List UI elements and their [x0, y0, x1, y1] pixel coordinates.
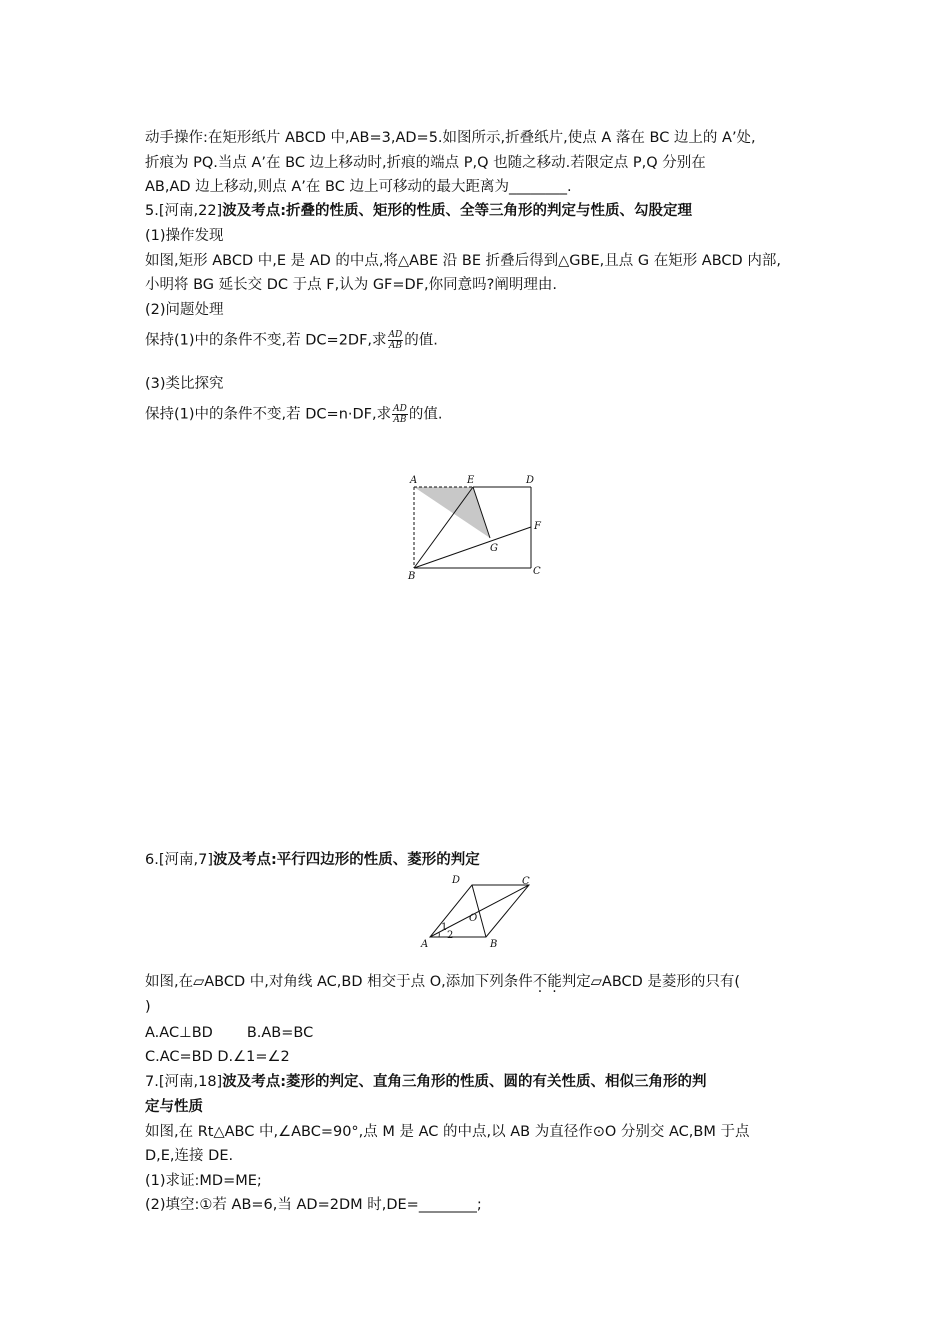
- label-e: E: [467, 475, 475, 486]
- q5-part1-line2: 小明将 BG 延长交 DC 于点 F,认为 GF=DF,你同意吗?阐明理由.: [145, 277, 557, 293]
- q6-stem-a: 如图,在▱ABCD 中,对角线 AC,BD 相交于点 O,添加下列条件: [145, 974, 533, 990]
- q7-prefix: 7.[河南,18]: [145, 1074, 223, 1090]
- q6-emphasis-1: 不: [532, 974, 548, 990]
- q5-prefix: 5.[河南,22]: [145, 203, 223, 219]
- q5-part2-text: [145, 330, 438, 351]
- label-b: B: [490, 939, 498, 950]
- label-c: C: [522, 876, 530, 887]
- q6-stem: [145, 972, 740, 992]
- q7-part1: (1)求证:MD=ME;: [145, 1173, 262, 1189]
- q5-part3-text: [145, 404, 442, 425]
- q5-part2-title: (2)问题处理: [145, 302, 224, 318]
- q5-part2-text-b: 的值.: [404, 332, 438, 349]
- intro-line-2: 折痕为 PQ.当点 A’在 BC 边上移动时,折痕的端点 P,Q 也随之移动.若限定点 P,Q 分别在: [145, 155, 706, 171]
- label-angle-1: 1: [441, 922, 448, 933]
- q5-part1-title: (1)操作发现: [145, 228, 224, 244]
- label-d: D: [452, 875, 461, 886]
- q6-heading: [145, 850, 480, 870]
- shaded-triangle-gbe: [414, 487, 490, 538]
- q5-part1-line1: 如图,矩形 ABCD 中,E 是 AD 的中点,将△ABE 沿 BE 折叠后得到△GBE,且点 G 在矩形 ABCD 内部,: [145, 253, 781, 269]
- label-c: C: [533, 566, 541, 577]
- q6-stem-close: ): [145, 999, 151, 1015]
- q5-rectangle-figure: [400, 468, 550, 586]
- q5-part2-text-a: 保持(1)中的条件不变,若 DC=2DF,求: [145, 332, 387, 349]
- q7-stem-line2: D,E,连接 DE.: [145, 1148, 234, 1164]
- q7-stem-line1: 如图,在 Rt△ABC 中,∠ABC=90°,点 M 是 AC 的中点,以 AB 为直径作⊙O 分别交 AC,BM 于点: [145, 1124, 750, 1140]
- q5-part3-fraction: [392, 404, 408, 425]
- q5-part3-title: (3)类比探究: [145, 376, 224, 392]
- q7-heading: [145, 1072, 707, 1092]
- label-g: G: [490, 543, 498, 554]
- q6-options-ab: [145, 1023, 313, 1043]
- q5-part2-fraction: [388, 330, 404, 351]
- q6-stem-b: 判定▱ABCD 是菱形的只有(: [561, 974, 741, 990]
- label-angle-2: 2: [447, 930, 454, 941]
- frac-numerator: AD: [393, 404, 407, 414]
- q5-topics: 波及考点:折叠的性质、矩形的性质、全等三角形的判定与性质、勾股定理: [222, 203, 693, 219]
- q6-prefix: 6.[河南,7]: [145, 852, 213, 868]
- q7-topics-line1: 波及考点:菱形的判定、直角三角形的性质、圆的有关性质、相似三角形的判: [222, 1074, 707, 1090]
- edge-bf: [414, 527, 531, 568]
- q6-topics: 波及考点:平行四边形的性质、菱形的判定: [212, 852, 480, 868]
- intro-line-3: AB,AD 边上移动,则点 A’在 BC 边上可移动的最大距离为________.: [145, 179, 572, 195]
- label-b: B: [408, 571, 416, 582]
- diagonal-bd: [472, 885, 486, 937]
- frac-denominator: AB: [388, 341, 402, 351]
- q6-option-b: B.AB=BC: [246, 1025, 314, 1041]
- frac-denominator: AB: [393, 415, 407, 425]
- label-o: O: [469, 913, 478, 924]
- label-a: A: [410, 475, 418, 486]
- frac-numerator: AD: [388, 330, 403, 340]
- q5-heading: [145, 201, 692, 221]
- label-a: A: [421, 939, 429, 950]
- q5-part3-text-b: 的值.: [408, 406, 443, 423]
- label-d: D: [526, 475, 535, 486]
- q6-options-cd: C.AC=BD D.∠1=∠2: [145, 1049, 290, 1065]
- q7-topics-line2: 定与性质: [145, 1099, 203, 1115]
- label-f: F: [534, 521, 541, 532]
- q7-part2: (2)填空:①若 AB=6,当 AD=2DM 时,DE=________;: [145, 1197, 482, 1213]
- q6-parallelogram-figure: [415, 873, 535, 951]
- intro-line-1: 动手操作:在矩形纸片 ABCD 中,AB=3,AD=5.如图所示,折叠纸片,使点 A 落在 BC 边上的 A’处,: [145, 130, 756, 146]
- q6-emphasis-2: 能: [547, 974, 562, 990]
- q5-part3-text-a: 保持(1)中的条件不变,若 DC=n·DF,求: [145, 406, 392, 423]
- q6-option-a: A.AC⊥BD: [145, 1025, 213, 1041]
